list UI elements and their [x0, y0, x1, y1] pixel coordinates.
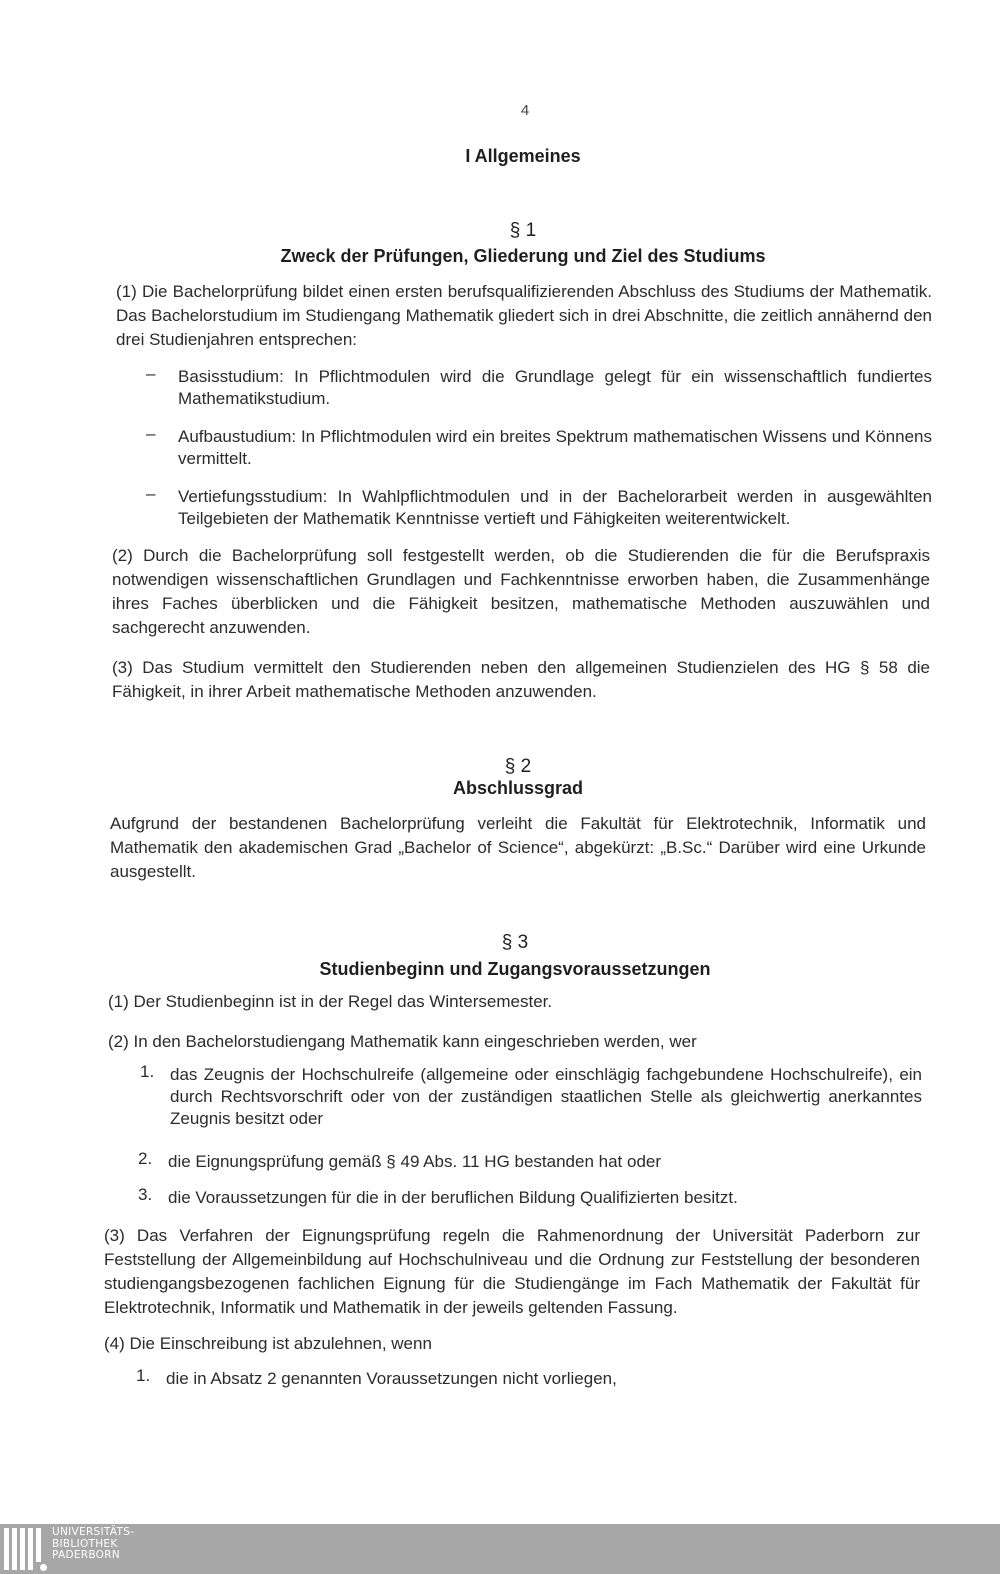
list-number: 1.	[140, 1062, 155, 1081]
section-3-item-2: die Eignungsprüfung gemäß § 49 Abs. 11 HG bestanden hat oder	[168, 1152, 662, 1171]
section-1-item-3: Vertiefungsstudium: In Wahlpflichtmodulen und in der Bachelorarbeit werden in ausgewählten Teilgebieten der Mathematik Kenntnisse vertieft und Fähigkeiten weiterentwickelt.	[178, 487, 932, 528]
list-number: 2.	[138, 1149, 153, 1168]
section-1-symbol: § 1	[509, 220, 537, 241]
part-title: I Allgemeines	[465, 146, 581, 166]
section-3-paragraph-4: (4) Die Einschreibung ist abzulehnen, wenn	[104, 1334, 432, 1353]
dash-bullet: –	[146, 424, 156, 443]
section-3-symbol: § 3	[501, 932, 529, 953]
dash-bullet: –	[146, 364, 156, 383]
section-3-paragraph-3: (3) Das Verfahren der Eignungsprüfung regeln die Rahmenordnung der Universität Paderborn zur Feststellung der Allgemeinbildung auf Hochschulniveau und die Ordnung zur Feststellung der besonderen studiengangsbezogenen fachlichen Eignung für die Studiengänge im Fach Mathematik der Fakultät für Elektrotechnik, Informatik und Mathematik in der jeweils geltenden Fassung.	[104, 1226, 920, 1317]
section-1-item-2: Aufbaustudium: In Pflichtmodulen wird ein breites Spektrum mathematischen Wissens und Könnens vermittelt.	[178, 427, 932, 468]
list-number: 1.	[136, 1366, 151, 1385]
section-1-paragraph-3: (3) Das Studium vermittelt den Studierenden neben den allgemeinen Studienzielen des HG § 58 die Fähigkeit, in ihrer Arbeit mathematische Methoden anzuwenden.	[112, 658, 930, 701]
section-2-symbol: § 2	[504, 756, 532, 777]
section-1-item-1: Basisstudium: In Pflichtmodulen wird die Grundlage gelegt für ein wissenschaftlich fundiertes Mathematikstudium.	[178, 367, 932, 408]
section-3-paragraph-2: (2) In den Bachelorstudiengang Mathematik kann eingeschrieben werden, wer	[108, 1032, 697, 1051]
section-1-paragraph-2: (2) Durch die Bachelorprüfung soll festgestellt werden, ob die Studierenden die für die Berufspraxis notwendigen wissenschaftlichen Grundlagen und Fachkenntnisse erworben haben, die Zusammenhänge ihres Faches überblicken und die Fähigkeit besitzen, mathematische Methoden auszuwählen und sachgerecht anzuwenden.	[112, 546, 930, 637]
section-3-item-4: die in Absatz 2 genannten Voraussetzungen nicht vorliegen,	[166, 1369, 617, 1388]
list-number: 3.	[138, 1185, 153, 1204]
library-logo-text: UNIVERSITÄTS- BIBLIOTHEK PADERBORN	[52, 1526, 135, 1561]
section-3-item-1: das Zeugnis der Hochschulreife (allgemeine oder einschlägig fachgebundene Hochschulreife), ein durch Rechtsvorschrift oder von der zuständigen staatlichen Stelle als gleichwertig anerkanntes Zeugnis besitzt oder	[170, 1065, 922, 1128]
section-1-paragraph-1: (1) Die Bachelorprüfung bildet einen ersten berufsqualifizierenden Abschluss des Studiums der Mathematik. Das Bachelorstudium im Studiengang Mathematik gliedert sich in drei Abschnitte, die zeitlich annähernd den drei Studienjahren entsprechen:	[116, 282, 932, 349]
page-number: 4	[520, 102, 530, 119]
library-logo-icon	[4, 1524, 44, 1574]
section-3-item-3: die Voraussetzungen für die in der beruflichen Bildung Qualifizierten besitzt.	[168, 1188, 738, 1207]
section-2-title: Abschlussgrad	[452, 778, 584, 798]
dash-bullet: –	[146, 484, 156, 503]
section-2-paragraph-1: Aufgrund der bestandenen Bachelorprüfung verleiht die Fakultät für Elektrotechnik, Informatik und Mathematik den akademischen Grad „Bachelor of Science“, abgekürzt: „B.Sc.“ Darüber wird eine Urkunde ausgestellt.	[110, 814, 926, 881]
section-1-title: Zweck der Prüfungen, Gliederung und Ziel des Studiums	[280, 246, 766, 266]
section-3-paragraph-1: (1) Der Studienbeginn ist in der Regel das Wintersemester.	[108, 992, 553, 1011]
section-3-title: Studienbeginn und Zugangsvoraussetzungen	[319, 959, 711, 979]
library-footer-bar	[0, 1524, 1000, 1574]
